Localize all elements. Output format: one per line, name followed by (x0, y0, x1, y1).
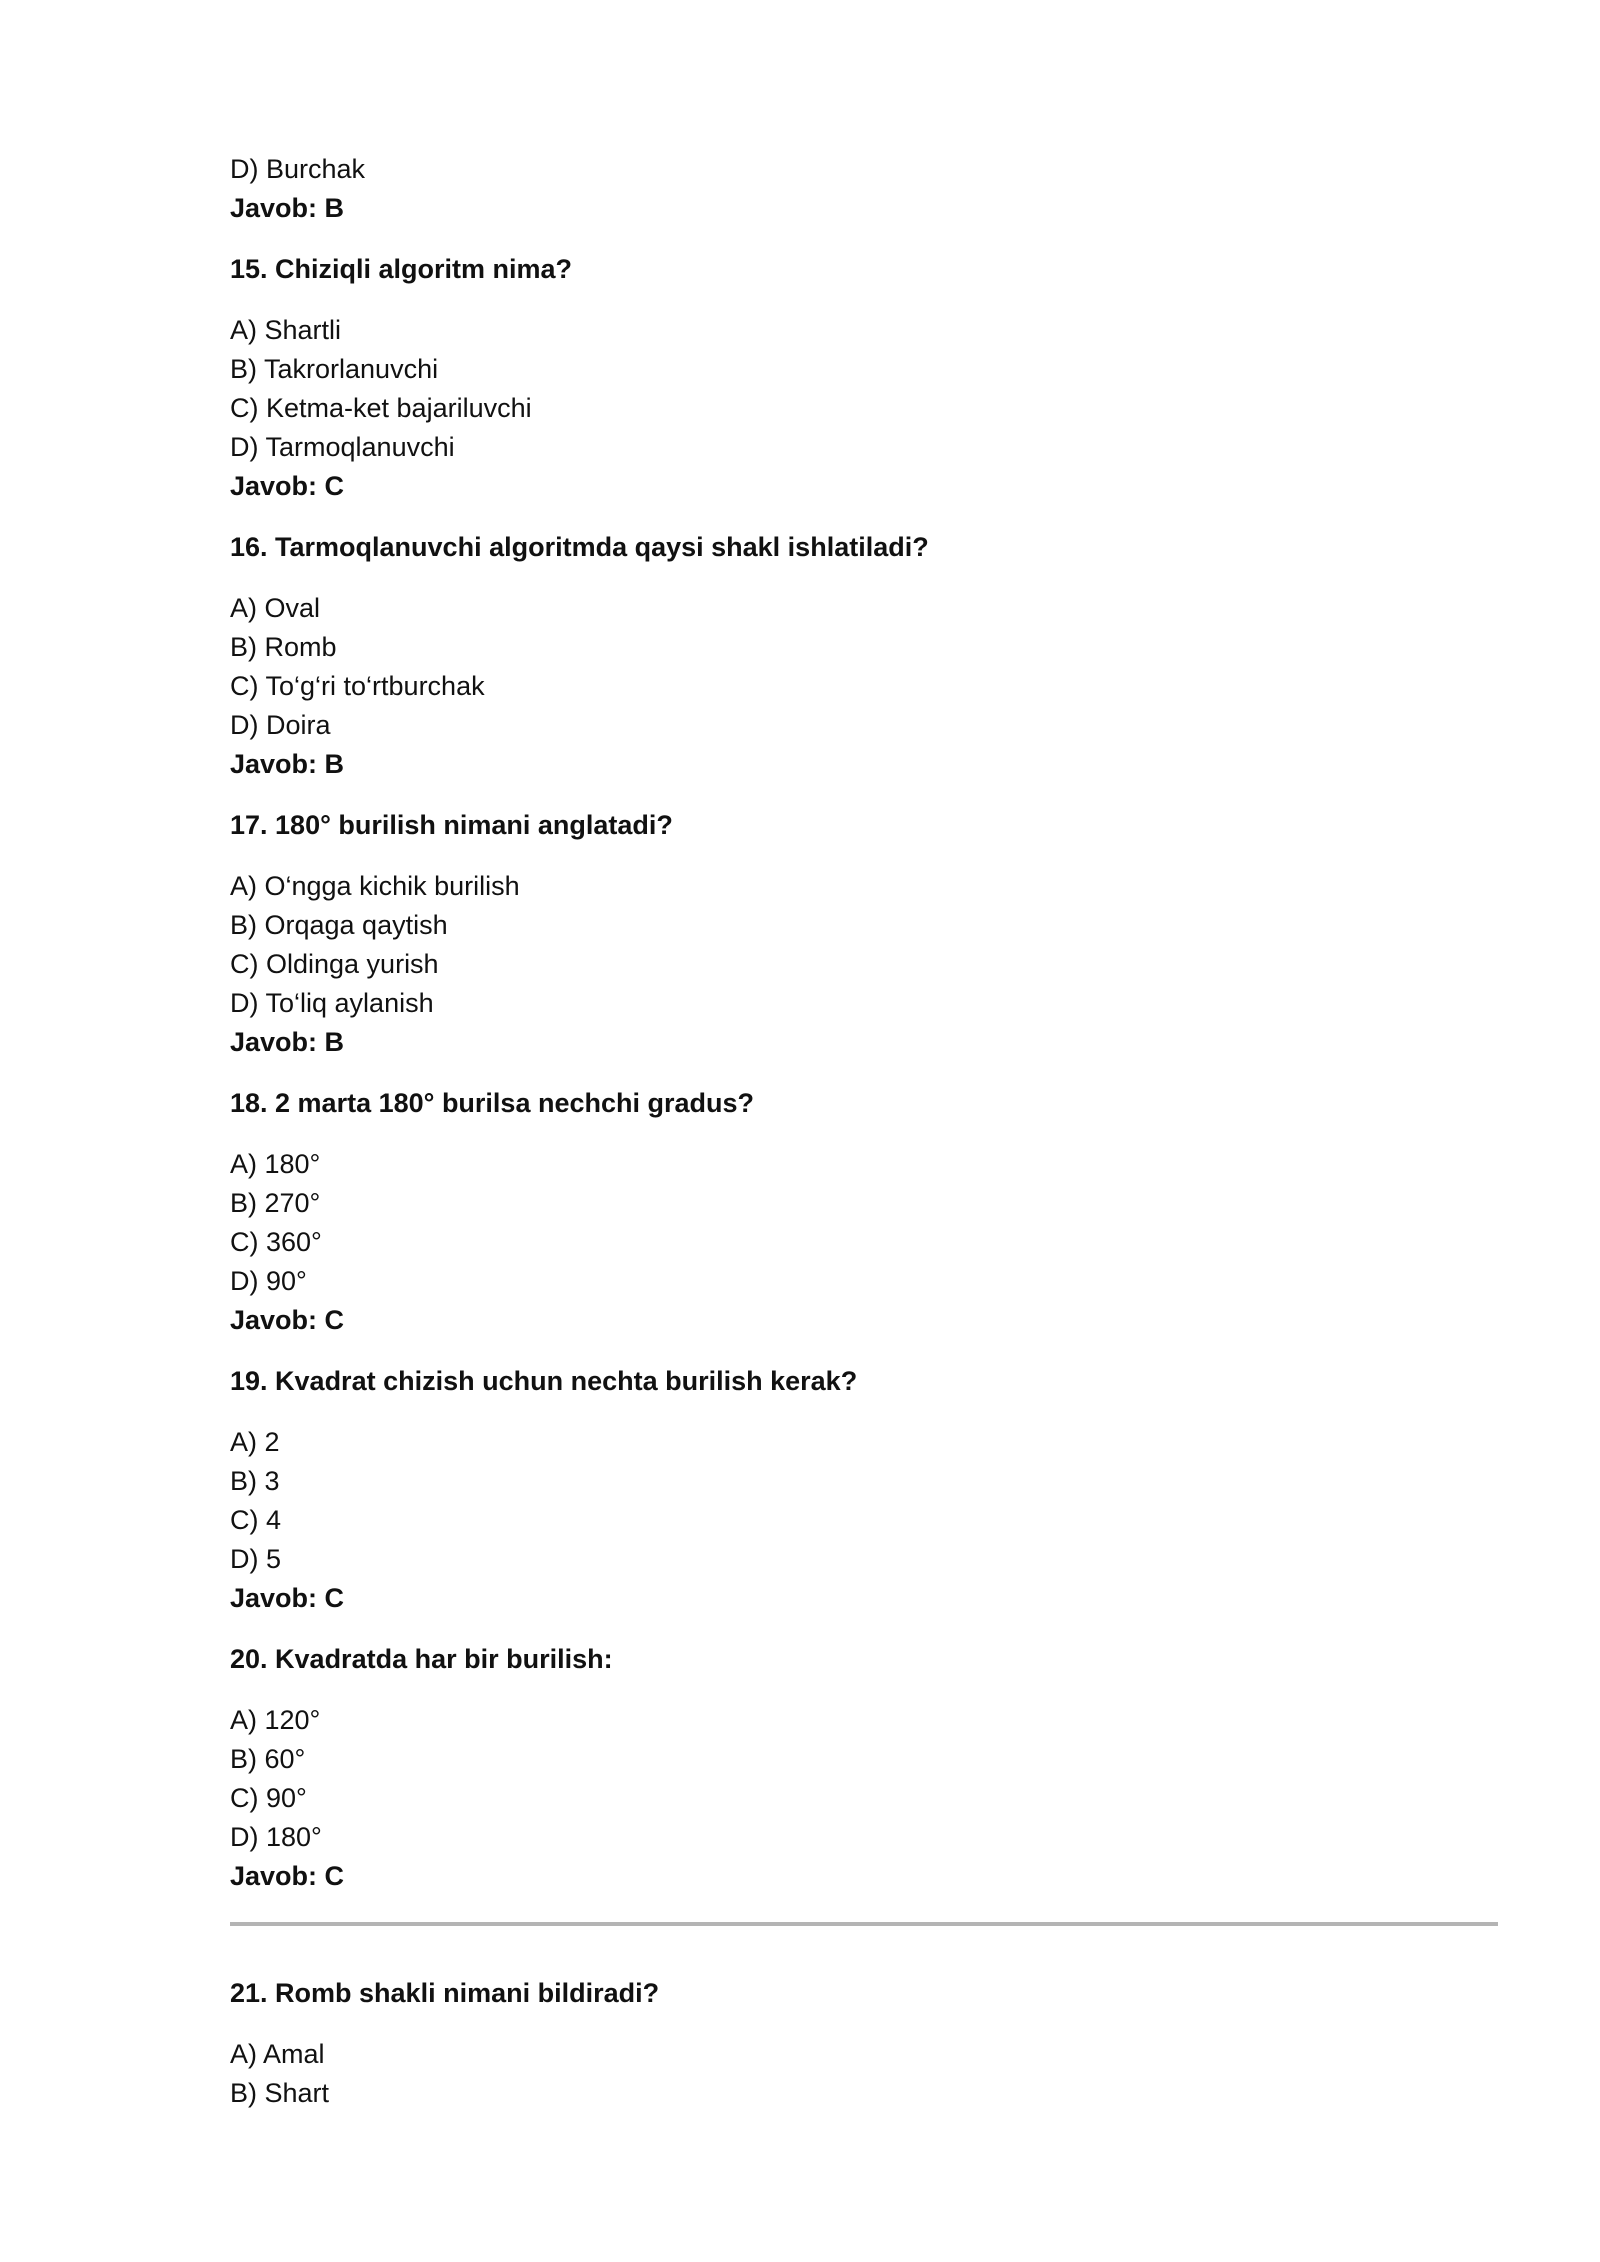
question-16 (230, 528, 1498, 784)
answer-line: Javob: C (230, 1861, 345, 1891)
option-line: A) 2 (230, 1427, 280, 1457)
question-title: 19. Kvadrat chizish uchun nechta burilish kerak? (230, 1366, 858, 1396)
option-line: C) Oldinga yurish (230, 949, 439, 979)
option-line: B) Takrorlanuvchi (230, 354, 439, 384)
question-title: 17. 180° burilish nimani anglatadi? (230, 810, 673, 840)
option-line: C) 90° (230, 1783, 307, 1813)
option-line: A) Oval (230, 593, 321, 623)
answer-line: Javob: C (230, 1305, 345, 1335)
answer-line: Javob: C (230, 1583, 345, 1613)
option-line: B) Romb (230, 632, 337, 662)
question-title: 16. Tarmoqlanuvchi algoritmda qaysi shakl ishlatiladi? (230, 532, 929, 562)
option-line: A) 180° (230, 1149, 321, 1179)
question-title: 21. Romb shakli nimani bildiradi? (230, 1978, 660, 2008)
option-line: B) Shart (230, 2078, 330, 2108)
option-line: D) Burchak (230, 154, 366, 184)
option-line: B) 3 (230, 1466, 280, 1496)
option-line: A) 120° (230, 1705, 321, 1735)
option-line: A) O‘ngga kichik burilish (230, 871, 520, 901)
option-line: D) 180° (230, 1822, 322, 1852)
option-line: A) Amal (230, 2039, 325, 2069)
option-line: C) 360° (230, 1227, 322, 1257)
question-14-tail (230, 150, 1498, 228)
option-line: B) 60° (230, 1744, 306, 1774)
option-line: D) 5 (230, 1544, 282, 1574)
question-15 (230, 250, 1498, 506)
option-line: D) To‘liq aylanish (230, 988, 434, 1018)
question-17 (230, 806, 1498, 1062)
option-line: C) To‘g‘ri to‘rtburchak (230, 671, 485, 701)
question-21 (230, 1974, 1498, 2113)
section-divider (230, 1922, 1498, 1926)
question-19 (230, 1362, 1498, 1618)
option-line: B) 270° (230, 1188, 321, 1218)
answer-line: Javob: C (230, 471, 345, 501)
answer-line: Javob: B (230, 193, 345, 223)
option-line: D) Doira (230, 710, 331, 740)
option-line: D) Tarmoqlanuvchi (230, 432, 455, 462)
question-20 (230, 1640, 1498, 1896)
question-title: 15. Chiziqli algoritm nima? (230, 254, 573, 284)
question-title: 20. Kvadratda har bir burilish: (230, 1644, 613, 1674)
answer-line: Javob: B (230, 1027, 345, 1057)
answer-line: Javob: B (230, 749, 345, 779)
question-title: 18. 2 marta 180° burilsa nechchi gradus? (230, 1088, 755, 1118)
option-line: C) 4 (230, 1505, 282, 1535)
option-line: C) Ketma-ket bajariluvchi (230, 393, 532, 423)
option-line: D) 90° (230, 1266, 307, 1296)
option-line: B) Orqaga qaytish (230, 910, 448, 940)
question-18 (230, 1084, 1498, 1340)
document-page (230, 150, 1498, 2113)
option-line: A) Shartli (230, 315, 342, 345)
